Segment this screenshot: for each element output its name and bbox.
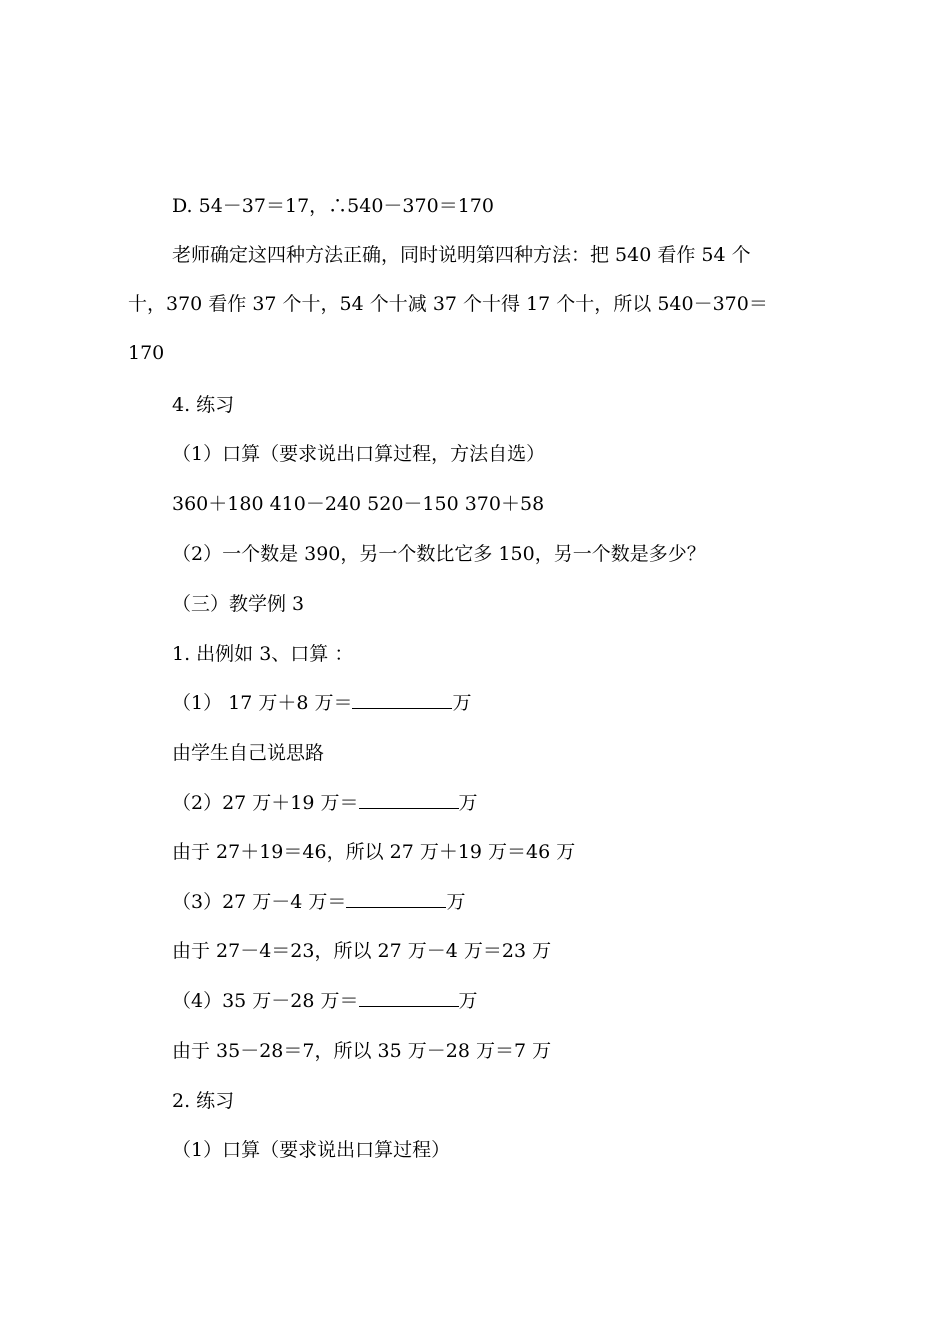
question-2-text: （2）27 万＋19 万＝ xyxy=(172,792,359,814)
question-3 xyxy=(172,888,465,916)
practice-1-items: 360＋180 410－240 520－150 370＋58 xyxy=(172,493,545,515)
section-4-heading: 4. 练习 xyxy=(172,394,235,416)
question-3-note: 由于 27－4＝23，所以 27 万－4 万＝23 万 xyxy=(172,940,552,962)
question-4-text: （4）35 万－28 万＝ xyxy=(172,990,359,1012)
practice-oral-heading: （1）口算（要求说出口算过程） xyxy=(172,1139,451,1161)
answer-blank xyxy=(359,790,459,809)
section-2-heading: 2. 练习 xyxy=(172,1090,235,1112)
practice-2-question: （2）一个数是 390，另一个数比它多 150，另一个数是多少？ xyxy=(172,543,706,565)
paragraph-line-2: 十，370 看作 37 个十，54 个十减 37 个十得 17 个十，所以 540－370＝ xyxy=(128,293,768,315)
unit-label: 万 xyxy=(458,792,478,814)
answer-blank xyxy=(346,889,446,908)
explanation-paragraph xyxy=(128,241,838,388)
option-d-line: D. 54－37＝17，∴540－370＝170 xyxy=(172,195,494,217)
question-1 xyxy=(172,689,472,717)
practice-1-heading: （1）口算（要求说出口算过程，方法自选） xyxy=(172,443,546,465)
question-4 xyxy=(172,987,478,1015)
question-2 xyxy=(172,789,478,817)
answer-blank xyxy=(359,988,459,1007)
question-2-note: 由于 27＋19＝46，所以 27 万＋19 万＝46 万 xyxy=(172,841,576,863)
section-3-heading: （三）教学例 3 xyxy=(172,593,305,615)
question-3-text: （3）27 万－4 万＝ xyxy=(172,891,347,913)
unit-label: 万 xyxy=(458,990,478,1012)
unit-label: 万 xyxy=(452,692,472,714)
unit-label: 万 xyxy=(446,891,466,913)
question-1-text: （1） 17 万＋8 万＝ xyxy=(172,692,353,714)
answer-blank xyxy=(352,690,452,709)
question-4-note: 由于 35－28＝7，所以 35 万－28 万＝7 万 xyxy=(172,1040,552,1062)
question-1-note: 由学生自己说思路 xyxy=(172,742,325,764)
example-3-intro: 1. 出例如 3、口算 ： xyxy=(172,643,354,665)
paragraph-line-1: 老师确定这四种方法正确，同时说明第四种方法：把 540 看作 54 个 xyxy=(172,244,751,266)
paragraph-line-3: 170 xyxy=(128,342,165,364)
